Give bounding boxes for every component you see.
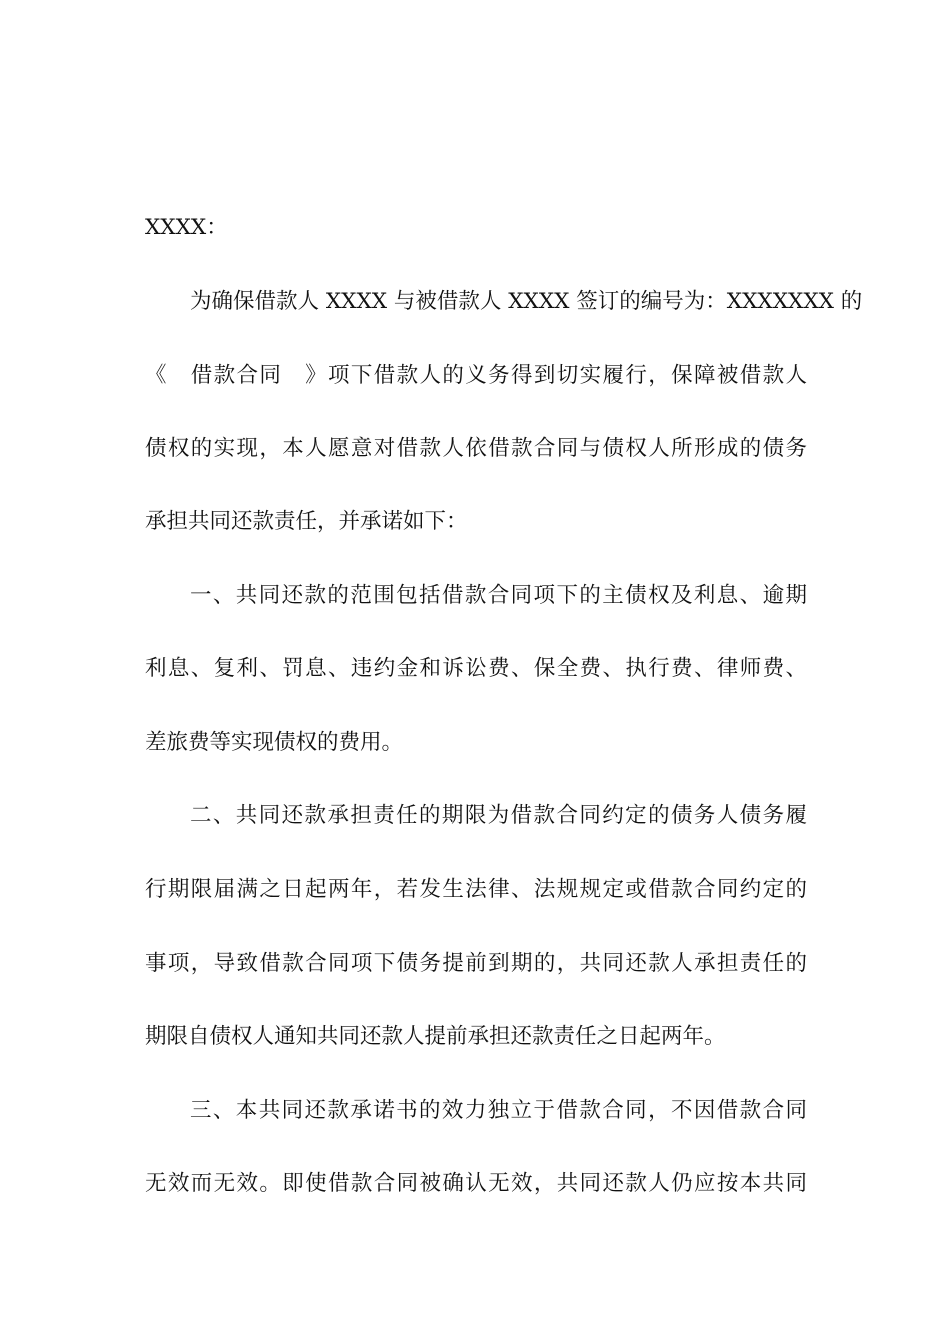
paragraph-line: 为确保借款人 XXXX 与被借款人 XXXX 签订的编号为：XXXXXXX 的 [190, 289, 863, 314]
paragraph-line: 无效而无效。即使借款合同被确认无效，共同还款人仍应按本共同 [145, 1171, 807, 1196]
paragraph-line: 行期限届满之日起两年，若发生法律、法规规定或借款合同约定的 [145, 877, 807, 902]
paragraph-line: 一、共同还款的范围包括借款合同项下的主债权及利息、逾期 [190, 583, 807, 608]
paragraph-line: 期限自债权人通知共同还款人提前承担还款责任之日起两年。 [145, 1024, 726, 1049]
paragraph-line: 三、本共同还款承诺书的效力独立于借款合同，不因借款合同 [190, 1098, 807, 1123]
paragraph-line: 利息、复利、罚息、违约金和诉讼费、保全费、执行费、律师费、 [145, 656, 807, 681]
paragraph-line: 差旅费等实现债权的费用。 [145, 730, 404, 755]
paragraph-line: 二、共同还款承担责任的期限为借款合同约定的债务人债务履 [190, 803, 807, 828]
paragraph-line: 债权的实现，本人愿意对借款人依借款合同与债权人所形成的债务 [145, 436, 807, 461]
salutation: XXXX： [145, 215, 228, 240]
paragraph-line: 《 借款合同 》项下借款人的义务得到切实履行，保障被借款人 [145, 363, 807, 388]
paragraph-line: 事项，导致借款合同项下债务提前到期的，共同还款人承担责任的 [145, 951, 807, 976]
paragraph-line: 承担共同还款责任，并承诺如下： [145, 509, 468, 534]
